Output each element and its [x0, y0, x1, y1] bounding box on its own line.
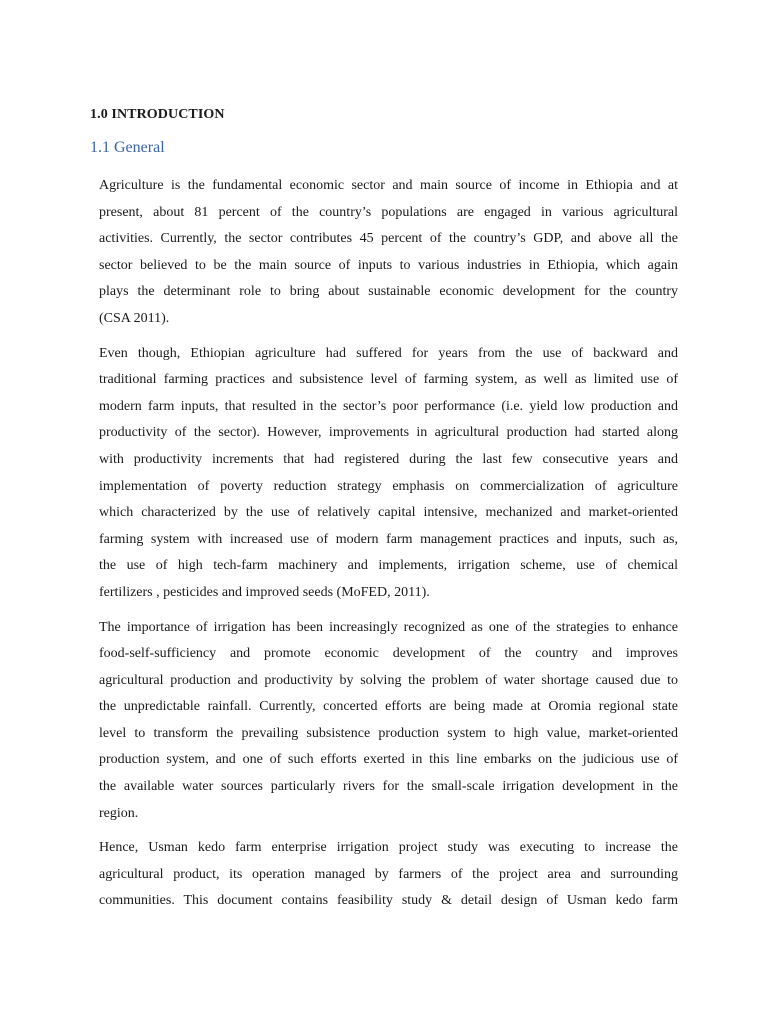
- text-line: with productivity increments that had registered during the last few consecutive years and: [99, 451, 678, 467]
- paragraph-4: [99, 835, 678, 915]
- text-line: fertilizers , pesticides and improved seeds (MoFED, 2011).: [99, 584, 430, 600]
- text-line: Even though, Ethiopian agriculture had suffered for years from the use of backward and: [99, 345, 678, 361]
- text-line: food-self-sufficiency and promote economic development of the country and improves: [99, 646, 678, 662]
- text-line: farming system with increased use of modern farm management practices and inputs, such as,: [99, 531, 678, 547]
- text-line: agricultural product, its operation managed by farmers of the project area and surrounding: [99, 866, 678, 882]
- text-line: traditional farming practices and subsistence level of farming system, as well as limited use of: [99, 372, 678, 388]
- text-line: Agriculture is the fundamental economic sector and main source of income in Ethiopia and at: [99, 178, 678, 193]
- text-line: the use of high tech-farm machinery and implements, irrigation scheme, use of chemical: [99, 558, 678, 574]
- paragraph-1: [99, 173, 678, 333]
- text-line: level to transform the prevailing subsistence production system to high value, market-oriented: [99, 725, 678, 741]
- text-line: present, about 81 percent of the country’s populations are engaged in various agricultural: [99, 204, 678, 220]
- paragraph-2: [99, 341, 678, 607]
- text-line: activities. Currently, the sector contributes 45 percent of the country’s GDP, and above all the: [99, 231, 678, 247]
- text-line: The importance of irrigation has been increasingly recognized as one of the strategies to enhance: [99, 619, 678, 635]
- text-line: production system, and one of such efforts exerted in this line embarks on the judicious use of: [99, 752, 678, 768]
- text-line: sector believed to be the main source of inputs to various industries in Ethiopia, which again: [99, 257, 678, 273]
- text-line: communities. This document contains feasibility study & detail design of Usman kedo farm: [99, 893, 678, 909]
- text-line: plays the determinant role to bring about sustainable economic development for the country: [99, 284, 678, 300]
- text-line: which characterized by the use of relatively capital intensive, mechanized and market-oriented: [99, 505, 678, 521]
- text-line: (CSA 2011).: [99, 310, 170, 326]
- text-line: the available water sources particularly rivers for the small-scale irrigation development in the: [99, 779, 678, 795]
- text-line: modern farm inputs, that resulted in the sector’s poor performance (i.e. yield low production and: [99, 398, 678, 414]
- text-line: productivity of the sector). However, improvements in agricultural production had started along: [99, 425, 678, 441]
- text-line: region.: [99, 805, 139, 821]
- subsection-heading: 1.1 General: [90, 139, 165, 156]
- text-line: the unpredictable rainfall. Currently, concerted efforts are being made at Oromia regional state: [99, 699, 678, 715]
- text-line: agricultural production and productivity by solving the problem of water shortage caused due to: [99, 672, 678, 688]
- text-line: Hence, Usman kedo farm enterprise irrigation project study was executing to increase the: [99, 840, 678, 856]
- paragraph-3: [99, 615, 678, 828]
- body-text: [99, 173, 678, 923]
- text-line: implementation of poverty reduction strategy emphasis on commercialization of agriculture: [99, 478, 678, 494]
- section-heading: 1.0 INTRODUCTION: [90, 107, 225, 122]
